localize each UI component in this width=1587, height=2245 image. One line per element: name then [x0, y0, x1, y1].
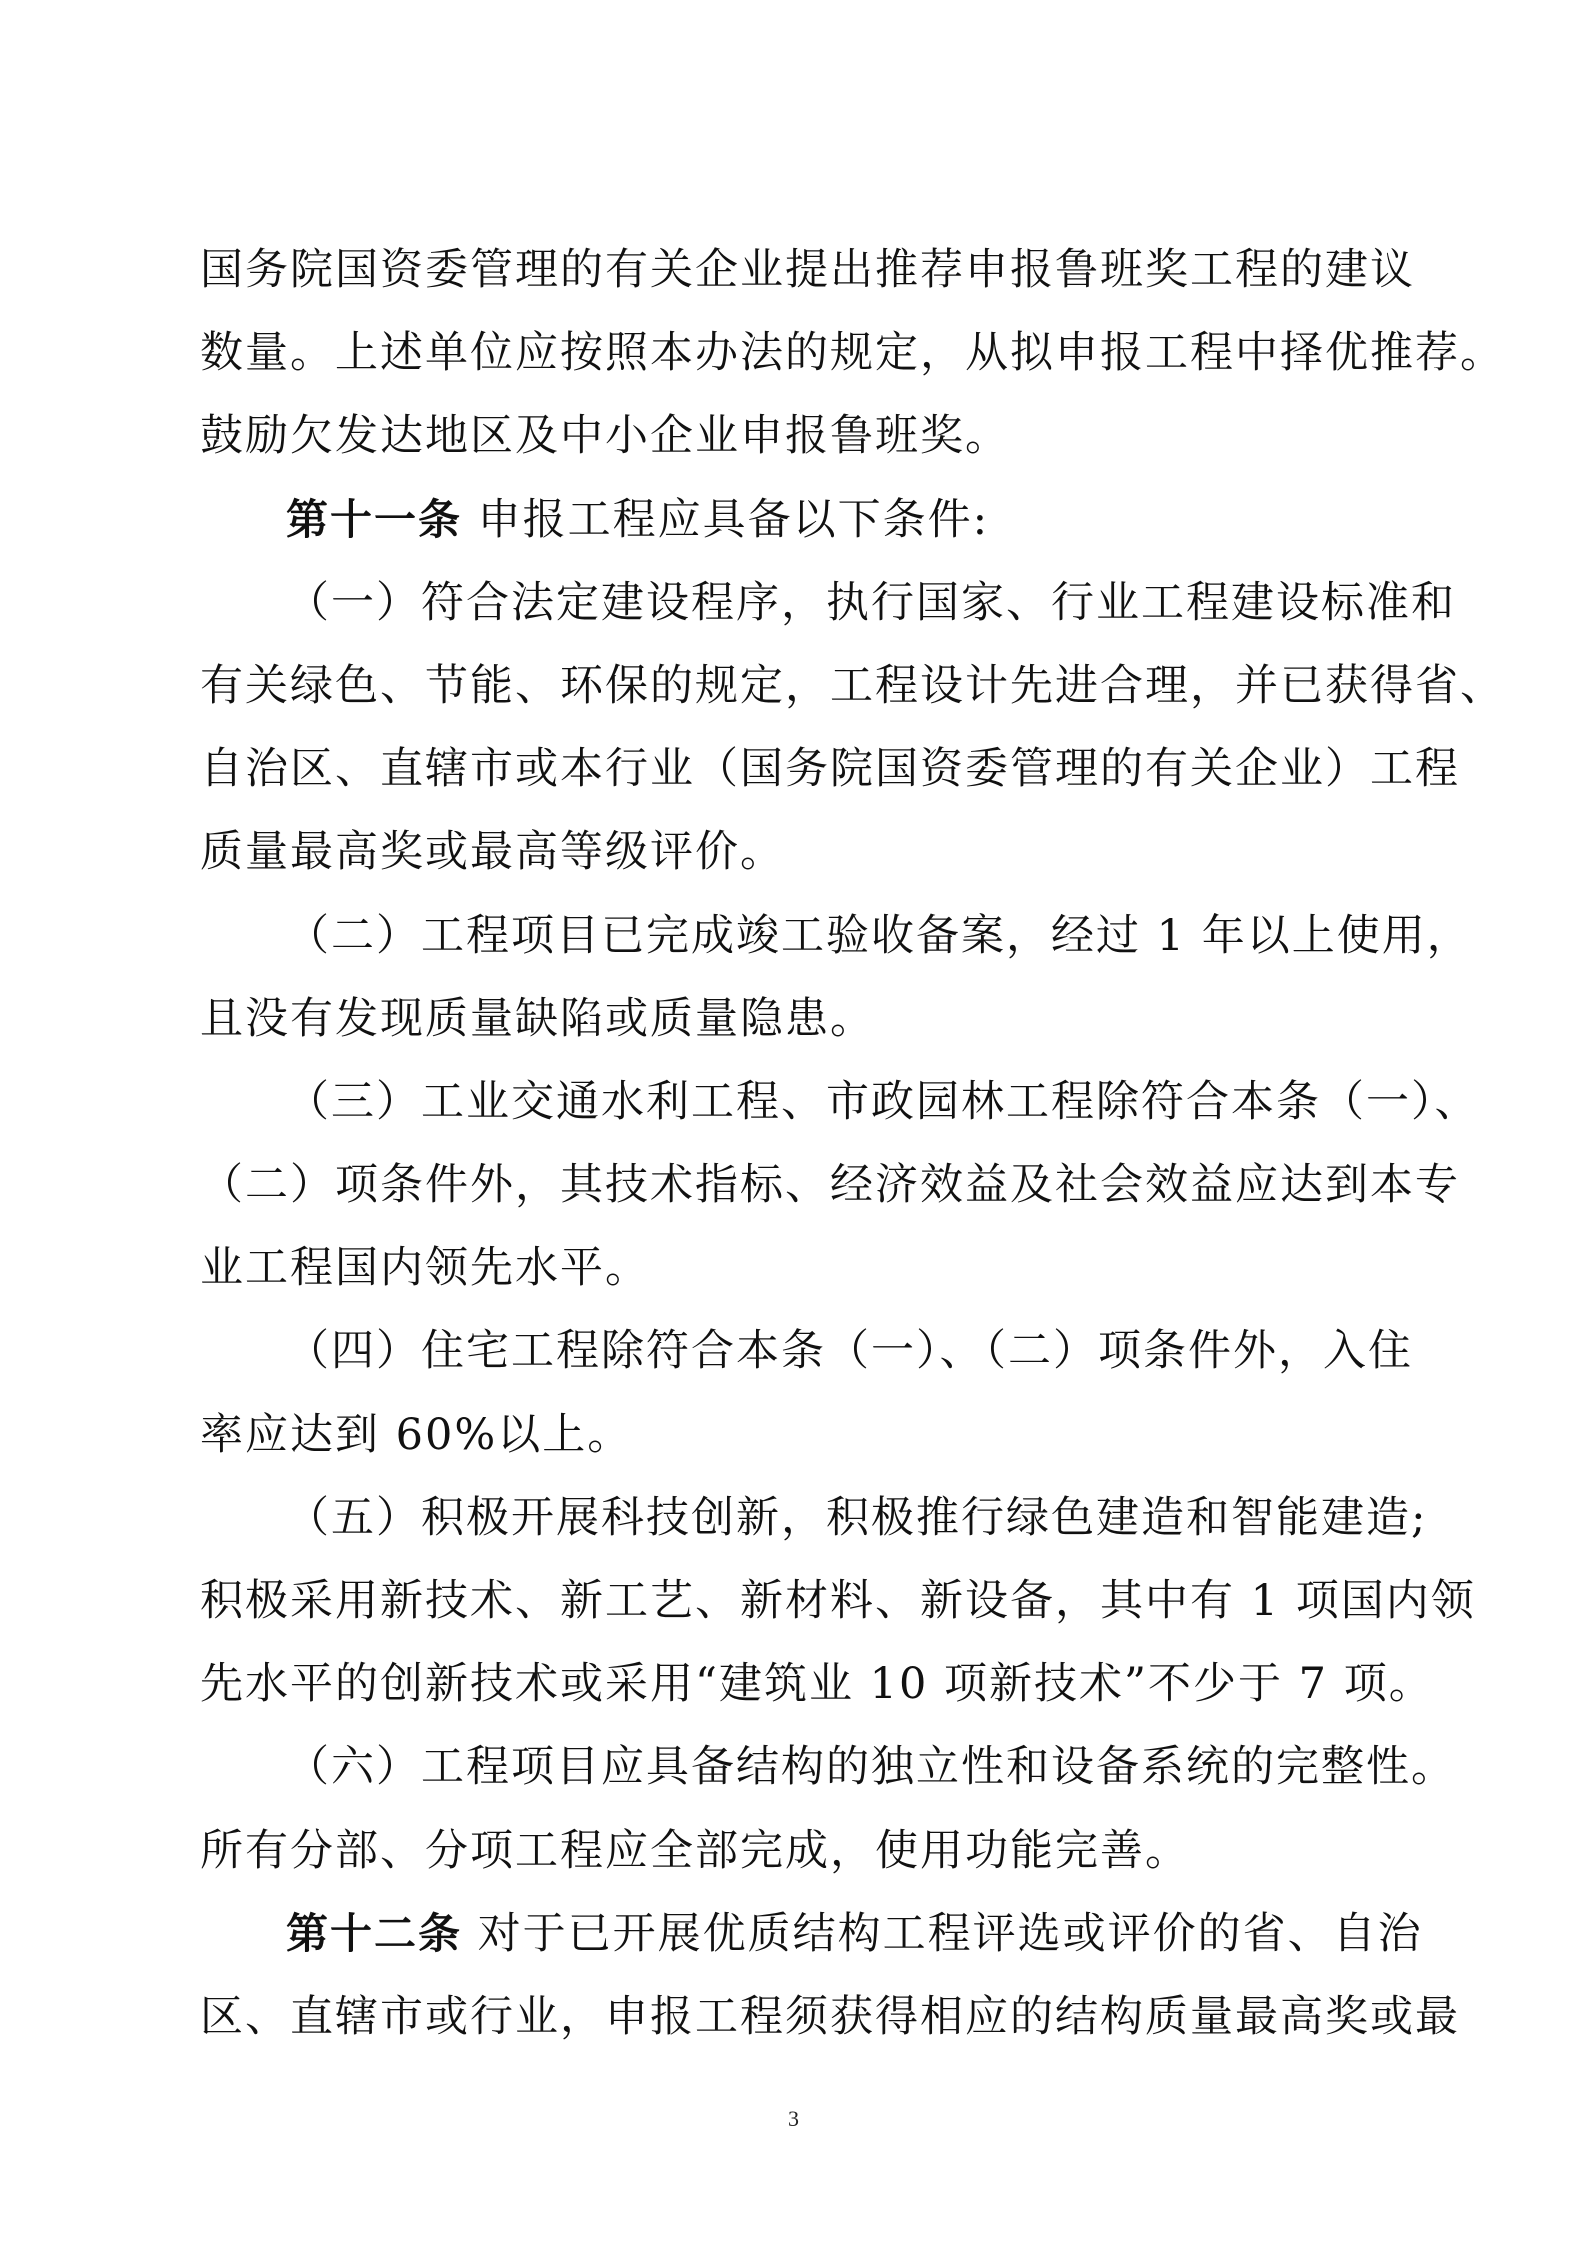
paragraph-line: 有关绿色、节能、环保的规定，工程设计先进合理，并已获得省、 — [200, 661, 1505, 711]
article-text: 对于已开展优质结构工程评选或评价的省、自治 — [462, 1909, 1423, 1959]
paragraph-line: （五）积极开展科技创新，积极推行绿色建造和智能建造; — [286, 1493, 1428, 1543]
article-12-line — [286, 1904, 1423, 1964]
paragraph-line: （六）工程项目应具备结构的独立性和设备系统的完整性。 — [286, 1742, 1456, 1792]
article-heading: 第十一条 — [286, 495, 463, 544]
paragraph-line: （四）住宅工程除符合本条（一）、（二）项条件外，入住 — [286, 1326, 1413, 1376]
paragraph-line: （二）工程项目已完成竣工验收备案，经过 1 年以上使用， — [286, 911, 1472, 961]
article-11-line — [286, 490, 1486, 550]
paragraph-line: 国务院国资委管理的有关企业提出推荐申报鲁班奖工程的建议 — [200, 245, 1415, 295]
paragraph-line: （二）项条件外，其技术指标、经济效益及社会效益应达到本专 — [200, 1160, 1460, 1210]
paragraph-line: 且没有发现质量缺陷或质量隐患。 — [200, 994, 875, 1044]
paragraph-line: 数量。上述单位应按照本办法的规定，从拟申报工程中择优推荐。 — [200, 328, 1505, 378]
paragraph-line: 质量最高奖或最高等级评价。 — [200, 827, 785, 877]
paragraph-line: 积极采用新技术、新工艺、新材料、新设备，其中有 1 项国内领 — [200, 1576, 1476, 1626]
paragraph-line: （一）符合法定建设程序，执行国家、行业工程建设标准和 — [286, 578, 1456, 628]
paragraph-line: 先水平的创新技术或采用“建筑业 10 项新技术”不少于 7 项。 — [200, 1659, 1434, 1709]
paragraph-line: 率应达到 60%以上。 — [200, 1410, 633, 1460]
article-heading: 第十二条 — [286, 1909, 463, 1958]
page-number: 3 — [788, 2106, 799, 2131]
paragraph-line: 区、直辖市或行业，申报工程须获得相应的结构质量最高奖或最 — [200, 1992, 1460, 2042]
paragraph-line: （三）工业交通水利工程、市政园林工程除符合本条（一）、 — [286, 1077, 1480, 1127]
paragraph-line: 业工程国内领先水平。 — [200, 1243, 650, 1293]
paragraph-line: 自治区、直辖市或本行业（国务院国资委管理的有关企业）工程 — [200, 744, 1460, 794]
paragraph-line: 所有分部、分项工程应全部完成，使用功能完善。 — [200, 1826, 1190, 1876]
article-text: 申报工程应具备以下条件: — [462, 495, 990, 545]
paragraph-line: 鼓励欠发达地区及中小企业申报鲁班奖。 — [200, 411, 1010, 461]
